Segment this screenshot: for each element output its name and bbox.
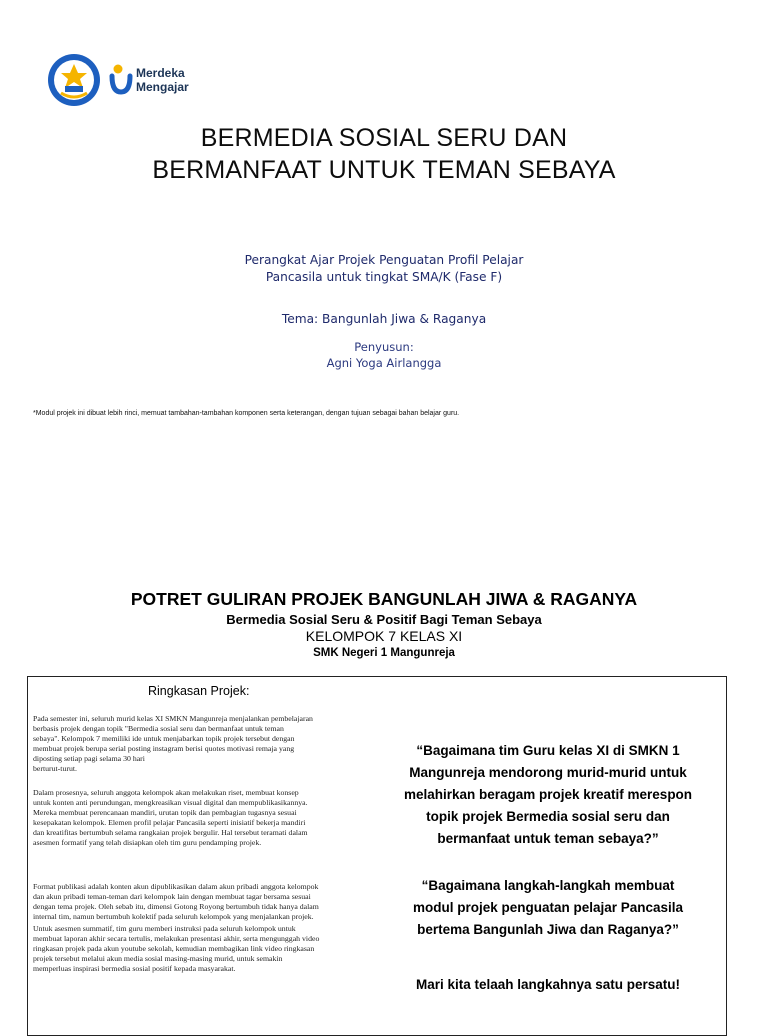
- question-line: “Bagaimana langkah-langkah membuat: [421, 878, 675, 893]
- paragraph-line: Pada semester ini, seluruh murid kelas XI SMKN Mangunreja menjalankan pembelajaran: [33, 714, 313, 723]
- title-line: BERMEDIA SOSIAL SERU DAN: [200, 124, 568, 152]
- merdeka-mengajar-mark-icon: [108, 64, 134, 96]
- subtitle-line: Perangkat Ajar Projek Penguatan Profil Pelajar: [244, 253, 524, 267]
- paragraph-line: berturut-turut.: [33, 764, 77, 773]
- guiding-question: [373, 875, 723, 941]
- summary-paragraph: [33, 924, 371, 974]
- document-subtitle: [0, 252, 768, 286]
- paragraph-line: internal tim, namun bertumbuh kolektif pada seluruh kelompok yang menjalankan projek.: [33, 912, 314, 921]
- question-line: “Bagaimana tim Guru kelas XI di SMKN 1: [416, 743, 680, 758]
- paragraph-line: Mereka membuat perencanaan mandiri, urutan topik dan pembagian tugasnya sesuai: [33, 808, 297, 817]
- document-title: [0, 122, 768, 186]
- paragraph-line: diposting setiap pagi selama 30 hari: [33, 754, 145, 763]
- school-name: SMK Negeri 1 Mangunreja: [313, 647, 455, 659]
- question-line: modul projek penguatan pelajar Pancasila: [412, 900, 684, 915]
- title-line: BERMANFAAT UNTUK TEMAN SEBAYA: [152, 156, 616, 184]
- paragraph-line: Format publikasi adalah konten akun dipublikasikan dalam akun pribadi anggota kelompok: [33, 882, 319, 891]
- section-title: POTRET GULIRAN PROJEK BANGUNLAH JIWA & RAGANYA: [130, 589, 638, 609]
- summary-paragraph: [33, 714, 371, 774]
- subtitle-line: Pancasila untuk tingkat SMA/K (Fase F): [265, 270, 503, 284]
- paragraph-line: memperluas inspirasi bermedia sosial positif kepada masyarakat.: [33, 964, 236, 973]
- paragraph-line: dengan tema projek. Oleh sebab itu, dimensi Gotong Royong bertumbuh tidak hanya dalam: [33, 902, 319, 911]
- question-line: bermanfaat untuk teman sebaya?”: [437, 831, 659, 846]
- project-summary-box: [27, 676, 727, 1036]
- paragraph-line: ringkasan projek pada akun youtube sekolah, kemudian membagikan link video ringkasan: [33, 944, 315, 953]
- paragraph-line: kesepakatan kelompok. Elemen profil pelajar Pancasila seperti inisiatif bekerja mandiri: [33, 818, 306, 827]
- summary-paragraph: [33, 788, 371, 848]
- kemdikbud-emblem-icon: [47, 53, 101, 107]
- mengajar-word: Mengajar: [136, 80, 189, 94]
- kemdikbud-logo: [47, 53, 101, 107]
- summary-paragraph: [33, 882, 371, 922]
- summary-heading: Ringkasan Projek:: [148, 684, 250, 698]
- paragraph-line: dan akun pribadi teman-teman dari kelompok lain dengan membuat tagar bersama sesuai: [33, 892, 311, 901]
- paragraph-line: Dalam prosesnya, seluruh anggota kelompok akan melakukan riset, membuat konsep: [33, 788, 299, 797]
- paragraph-line: membuat laporan akhir secara tertulis, melakukan presentasi akhir, serta mengunggah video: [33, 934, 320, 943]
- theme-text: Tema: Bangunlah Jiwa & Raganya: [281, 312, 487, 326]
- group-label: KELOMPOK 7 KELAS XI: [305, 628, 463, 644]
- author-name: Agni Yoga Airlangga: [326, 356, 442, 370]
- guiding-question: [373, 740, 723, 850]
- paragraph-line: Untuk asesmen summatif, tim guru memberi instruksi pada seluruh kelompok untuk: [33, 924, 296, 933]
- paragraph-line: projek tersebut melalui akun media sosial masing-masing murid, untuk semakin: [33, 954, 283, 963]
- paragraph-line: untuk konten anti perundungan, mengkreasikan visual digital dan mempublikasikannya.: [33, 798, 308, 807]
- footnote: *Modul projek ini dibuat lebih rinci, memuat tambahan-tambahan komponen serta keterangan, dengan tujuan sebagai bahan belajar guru.: [33, 410, 460, 417]
- merdeka-word: Merdeka: [136, 66, 185, 80]
- question-line: melahirkan beragam projek kreatif merespon: [403, 787, 693, 802]
- merdeka-mengajar-logo: [108, 62, 208, 98]
- paragraph-line: asesmen formatif yang telah disiapkan oleh tim guru pendamping projek.: [33, 838, 262, 847]
- question-line: Mangunreja mendorong murid-murid untuk: [409, 765, 687, 780]
- paragraph-line: membuat projek berupa serial posting instagram berisi quotes motivasi remaja yang: [33, 744, 295, 753]
- author-label: Penyusun:: [354, 340, 414, 354]
- question-line: topik projek Bermedia sosial seru dan: [426, 809, 670, 824]
- section-subtitle: Bermedia Sosial Seru & Positif Bagi Teman Sebaya: [226, 612, 542, 627]
- question-line: bertema Bangunlah Jiwa dan Raganya?”: [417, 922, 679, 937]
- paragraph-line: berbasis projek dengan topik "Bermedia sosial seru dan bermanfaat untuk teman: [33, 724, 284, 733]
- paragraph-line: sebaya". Kelompok 7 memiliki ide untuk menjabarkan topik projek tersebut dengan: [33, 734, 295, 743]
- closing-line: Mari kita telaah langkahnya satu persatu!: [415, 977, 681, 992]
- paragraph-line: dan kreatifitas bertumbuh selama rangkaian projek bergulir. Hal tersebut teramati dalam: [33, 828, 308, 837]
